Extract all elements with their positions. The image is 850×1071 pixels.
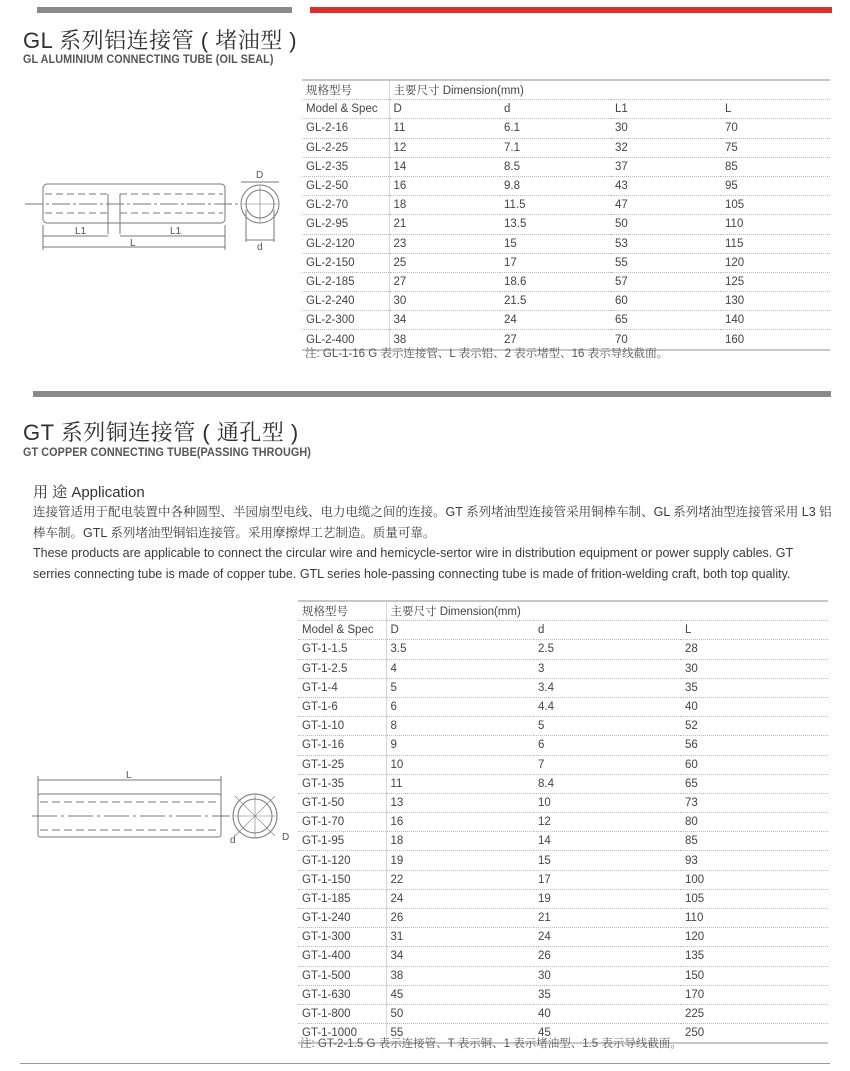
dimension-cell: 3.4 [534, 678, 681, 697]
dimension-cell: 37 [611, 157, 721, 176]
dimension-cell: 6.1 [500, 119, 611, 138]
dimension-cell: 225 [681, 1004, 828, 1023]
dimension-cell: 170 [681, 985, 828, 1004]
table-row [302, 119, 830, 138]
model-spec-cell: GT-1-95 [298, 832, 386, 851]
footer-divider [20, 1063, 830, 1064]
table-row [302, 272, 830, 291]
dimension-cell: 9.8 [500, 176, 611, 195]
model-spec-cell: GT-1-2.5 [298, 659, 386, 678]
gl-table-header-row-1 [302, 80, 830, 100]
dimension-cell: 9 [386, 736, 534, 755]
dimension-cell: 18 [386, 832, 534, 851]
dimension-cell: 65 [681, 774, 828, 793]
gl-label-l1-right: L1 [170, 226, 182, 237]
table-row [298, 889, 828, 908]
dimension-cell: 80 [681, 813, 828, 832]
header-spec-cn: 规格型号 [298, 601, 386, 621]
dimension-cell: 6 [534, 736, 681, 755]
table-row [298, 947, 828, 966]
dimension-cell: 130 [721, 292, 830, 311]
dimension-cell: 135 [681, 947, 828, 966]
model-spec-cell: GT-1-300 [298, 928, 386, 947]
dimension-cell: 105 [681, 889, 828, 908]
gl-tube-diagram [20, 150, 300, 270]
dimension-cell: 7.1 [500, 138, 611, 157]
dimension-cell: 56 [681, 736, 828, 755]
dimension-cell: 24 [386, 889, 534, 908]
dimension-cell: 32 [611, 138, 721, 157]
model-spec-cell: GT-1-16 [298, 736, 386, 755]
dimension-cell: 50 [386, 1004, 534, 1023]
dimension-cell: 115 [721, 234, 830, 253]
dimension-cell: 140 [721, 311, 830, 330]
dimension-cell: 15 [534, 851, 681, 870]
dimension-cell: 70 [611, 330, 721, 350]
dimension-cell: 31 [386, 928, 534, 947]
dimension-cell: 110 [721, 215, 830, 234]
model-spec-cell: GT-1-500 [298, 966, 386, 985]
col-header-d: d [534, 621, 681, 640]
model-spec-cell: GT-1-400 [298, 947, 386, 966]
gl-spec-table [302, 79, 830, 351]
dimension-cell: 93 [681, 851, 828, 870]
dimension-cell: 13.5 [500, 215, 611, 234]
table-row [298, 985, 828, 1004]
table-row [298, 966, 828, 985]
table-row [302, 311, 830, 330]
dimension-cell: 5 [386, 678, 534, 697]
dimension-cell: 45 [534, 1024, 681, 1044]
dimension-cell: 52 [681, 717, 828, 736]
gl-label-l1-left: L1 [75, 226, 87, 237]
col-header-D: D [386, 621, 534, 640]
dimension-cell: 8.4 [534, 774, 681, 793]
table-row [298, 928, 828, 947]
dimension-cell: 16 [389, 176, 500, 195]
model-spec-cell: GT-1-4 [298, 678, 386, 697]
model-spec-cell: GL-2-300 [302, 311, 389, 330]
table-row [302, 196, 830, 215]
dimension-cell: 30 [534, 966, 681, 985]
col-header-L: L [721, 100, 830, 119]
dimension-cell: 105 [721, 196, 830, 215]
table-row [298, 659, 828, 678]
gl-label-D: D [256, 170, 264, 181]
dimension-cell: 40 [681, 697, 828, 716]
model-spec-cell: GT-1-120 [298, 851, 386, 870]
model-spec-cell: GT-1-10 [298, 717, 386, 736]
dimension-cell: 8 [386, 717, 534, 736]
model-spec-cell: GL-2-25 [302, 138, 389, 157]
table-row [302, 138, 830, 157]
dimension-cell: 3.5 [386, 640, 534, 659]
dimension-cell: 85 [721, 157, 830, 176]
model-spec-cell: GT-1-1.5 [298, 640, 386, 659]
col-header-D: D [389, 100, 500, 119]
dimension-cell: 160 [721, 330, 830, 350]
dimension-cell: 40 [534, 1004, 681, 1023]
table-row [302, 176, 830, 195]
dimension-cell: 35 [534, 985, 681, 1004]
dimension-cell: 45 [386, 985, 534, 1004]
table-row [298, 909, 828, 928]
dimension-cell: 5 [534, 717, 681, 736]
dimension-cell: 16 [386, 813, 534, 832]
gt-spec-table [298, 600, 828, 1044]
table-row [298, 870, 828, 889]
dimension-cell: 11 [386, 774, 534, 793]
dimension-cell: 38 [389, 330, 500, 350]
dimension-cell: 250 [681, 1024, 828, 1044]
gt-table-header-row-2 [298, 621, 828, 640]
dimension-cell: 23 [389, 234, 500, 253]
dimension-cell: 12 [534, 813, 681, 832]
dimension-cell: 4.4 [534, 697, 681, 716]
table-row [298, 793, 828, 812]
model-spec-cell: GL-2-120 [302, 234, 389, 253]
table-row [298, 832, 828, 851]
model-spec-cell: GL-2-185 [302, 272, 389, 291]
dimension-cell: 15 [500, 234, 611, 253]
dimension-cell: 18.6 [500, 272, 611, 291]
header-spec-en: Model & Spec [302, 100, 389, 119]
dimension-cell: 25 [389, 253, 500, 272]
model-spec-cell: GT-1-800 [298, 1004, 386, 1023]
model-spec-cell: GL-2-16 [302, 119, 389, 138]
gl-table-header-row-2 [302, 100, 830, 119]
dimension-cell: 19 [534, 889, 681, 908]
dimension-cell: 43 [611, 176, 721, 195]
dimension-cell: 24 [500, 311, 611, 330]
col-header-d: d [500, 100, 611, 119]
dimension-cell: 150 [681, 966, 828, 985]
dimension-cell: 85 [681, 832, 828, 851]
dimension-cell: 53 [611, 234, 721, 253]
dimension-cell: 26 [534, 947, 681, 966]
table-row [298, 717, 828, 736]
table-row [298, 678, 828, 697]
dimension-cell: 27 [500, 330, 611, 350]
dimension-cell: 17 [500, 253, 611, 272]
header-bar-red [310, 7, 832, 13]
dimension-cell: 60 [611, 292, 721, 311]
dimension-cell: 55 [386, 1024, 534, 1044]
gl-label-d: d [257, 242, 263, 253]
table-row [302, 292, 830, 311]
dimension-cell: 2.5 [534, 640, 681, 659]
dimension-cell: 35 [681, 678, 828, 697]
dimension-cell: 19 [386, 851, 534, 870]
col-header-L1: L1 [611, 100, 721, 119]
table-row [298, 1004, 828, 1023]
dimension-cell: 95 [721, 176, 830, 195]
gt-label-L: L [126, 770, 132, 781]
header-dimension: 主要尺寸 Dimension(mm) [386, 601, 828, 621]
gt-label-D: D [282, 832, 290, 843]
dimension-cell: 8.5 [500, 157, 611, 176]
gl-title-cn: GL 系列铝连接管 ( 堵油型 ) [23, 28, 298, 53]
gl-label-l: L [130, 238, 136, 249]
model-spec-cell: GT-1-25 [298, 755, 386, 774]
gt-table-header-row-1 [298, 601, 828, 621]
table-row [298, 813, 828, 832]
dimension-cell: 4 [386, 659, 534, 678]
model-spec-cell: GT-1-1000 [298, 1024, 386, 1044]
dimension-cell: 6 [386, 697, 534, 716]
dimension-cell: 21 [389, 215, 500, 234]
gt-note: 注: GT-2-1.5 G 表示连接管、T 表示铜、1 表示堵油型、1.5 表示导线截面。 [300, 1038, 682, 1050]
dimension-cell: 38 [386, 966, 534, 985]
dimension-cell: 75 [721, 138, 830, 157]
model-spec-cell: GL-2-35 [302, 157, 389, 176]
dimension-cell: 34 [386, 947, 534, 966]
dimension-cell: 50 [611, 215, 721, 234]
dimension-cell: 18 [389, 196, 500, 215]
dimension-cell: 11 [389, 119, 500, 138]
model-spec-cell: GL-2-95 [302, 215, 389, 234]
header-bar-gray [37, 7, 292, 13]
table-row [298, 697, 828, 716]
dimension-cell: 22 [386, 870, 534, 889]
model-spec-cell: GT-1-70 [298, 813, 386, 832]
dimension-cell: 57 [611, 272, 721, 291]
dimension-cell: 13 [386, 793, 534, 812]
application-text-cn: 连接管适用于配电装置中各种圆型、半园扇型电线、电力电缆之间的连接。GT 系列堵油型连接管采用铜棒车制、GL 系列堵油型连接管采用 L3 铝棒车制。GTL 系列堵油型铜铝连接管。采用摩擦焊工艺制造。质量可靠。 [33, 505, 832, 540]
dimension-cell: 11.5 [500, 196, 611, 215]
dimension-cell: 73 [681, 793, 828, 812]
gt-title-cn: GT 系列铜连接管 ( 通孔型 ) [23, 420, 299, 445]
table-row [302, 253, 830, 272]
section-divider-bar [33, 391, 831, 397]
table-row [302, 215, 830, 234]
dimension-cell: 120 [721, 253, 830, 272]
dimension-cell: 30 [389, 292, 500, 311]
table-row [298, 774, 828, 793]
model-spec-cell: GL-2-50 [302, 176, 389, 195]
dimension-cell: 26 [386, 909, 534, 928]
dimension-cell: 12 [389, 138, 500, 157]
dimension-cell: 60 [681, 755, 828, 774]
application-title: 用 途 Application [33, 484, 145, 501]
dimension-cell: 65 [611, 311, 721, 330]
model-spec-cell: GT-1-35 [298, 774, 386, 793]
model-spec-cell: GT-1-150 [298, 870, 386, 889]
dimension-cell: 10 [386, 755, 534, 774]
model-spec-cell: GL-2-240 [302, 292, 389, 311]
model-spec-cell: GT-1-240 [298, 909, 386, 928]
table-row [302, 234, 830, 253]
dimension-cell: 70 [721, 119, 830, 138]
dimension-cell: 28 [681, 640, 828, 659]
model-spec-cell: GT-1-185 [298, 889, 386, 908]
dimension-cell: 34 [389, 311, 500, 330]
dimension-cell: 10 [534, 793, 681, 812]
model-spec-cell: GL-2-400 [302, 330, 389, 350]
table-row [298, 755, 828, 774]
col-header-L: L [681, 621, 828, 640]
dimension-cell: 7 [534, 755, 681, 774]
gt-label-d: d [230, 835, 236, 846]
table-row [298, 736, 828, 755]
dimension-cell: 14 [534, 832, 681, 851]
model-spec-cell: GT-1-6 [298, 697, 386, 716]
dimension-cell: 47 [611, 196, 721, 215]
dimension-cell: 110 [681, 909, 828, 928]
dimension-cell: 3 [534, 659, 681, 678]
table-row [298, 640, 828, 659]
dimension-cell: 55 [611, 253, 721, 272]
gt-tube-diagram [20, 768, 300, 848]
application-text-en: These products are applicable to connect the circular wire and hemicycle-sertor wire in distribution equipment or power supply cables. GT serries connecting tube is made of copper tube. GTL series hole-passing connecting tube is made of frition-welding craft, both top quality. [33, 546, 793, 581]
model-spec-cell: GT-1-630 [298, 985, 386, 1004]
dimension-cell: 24 [534, 928, 681, 947]
table-row [298, 851, 828, 870]
dimension-cell: 27 [389, 272, 500, 291]
dimension-cell: 21.5 [500, 292, 611, 311]
model-spec-cell: GT-1-50 [298, 793, 386, 812]
header-spec-en: Model & Spec [298, 621, 386, 640]
gt-title-en: GT COPPER CONNECTING TUBE(PASSING THROUGH) [23, 445, 311, 459]
gl-note: 注: GL-1-16 G 表示连接管、L 表示铝、2 表示堵型、16 表示导线截面。 [305, 348, 669, 360]
dimension-cell: 120 [681, 928, 828, 947]
dimension-cell: 14 [389, 157, 500, 176]
table-row [302, 157, 830, 176]
dimension-cell: 125 [721, 272, 830, 291]
model-spec-cell: GL-2-70 [302, 196, 389, 215]
model-spec-cell: GL-2-150 [302, 253, 389, 272]
dimension-cell: 100 [681, 870, 828, 889]
dimension-cell: 17 [534, 870, 681, 889]
header-spec-cn: 规格型号 [302, 80, 389, 100]
header-dimension: 主要尺寸 Dimension(mm) [389, 80, 830, 100]
gl-title-en: GL ALUMINIUM CONNECTING TUBE (OIL SEAL) [23, 52, 274, 66]
dimension-cell: 30 [611, 119, 721, 138]
dimension-cell: 30 [681, 659, 828, 678]
dimension-cell: 21 [534, 909, 681, 928]
